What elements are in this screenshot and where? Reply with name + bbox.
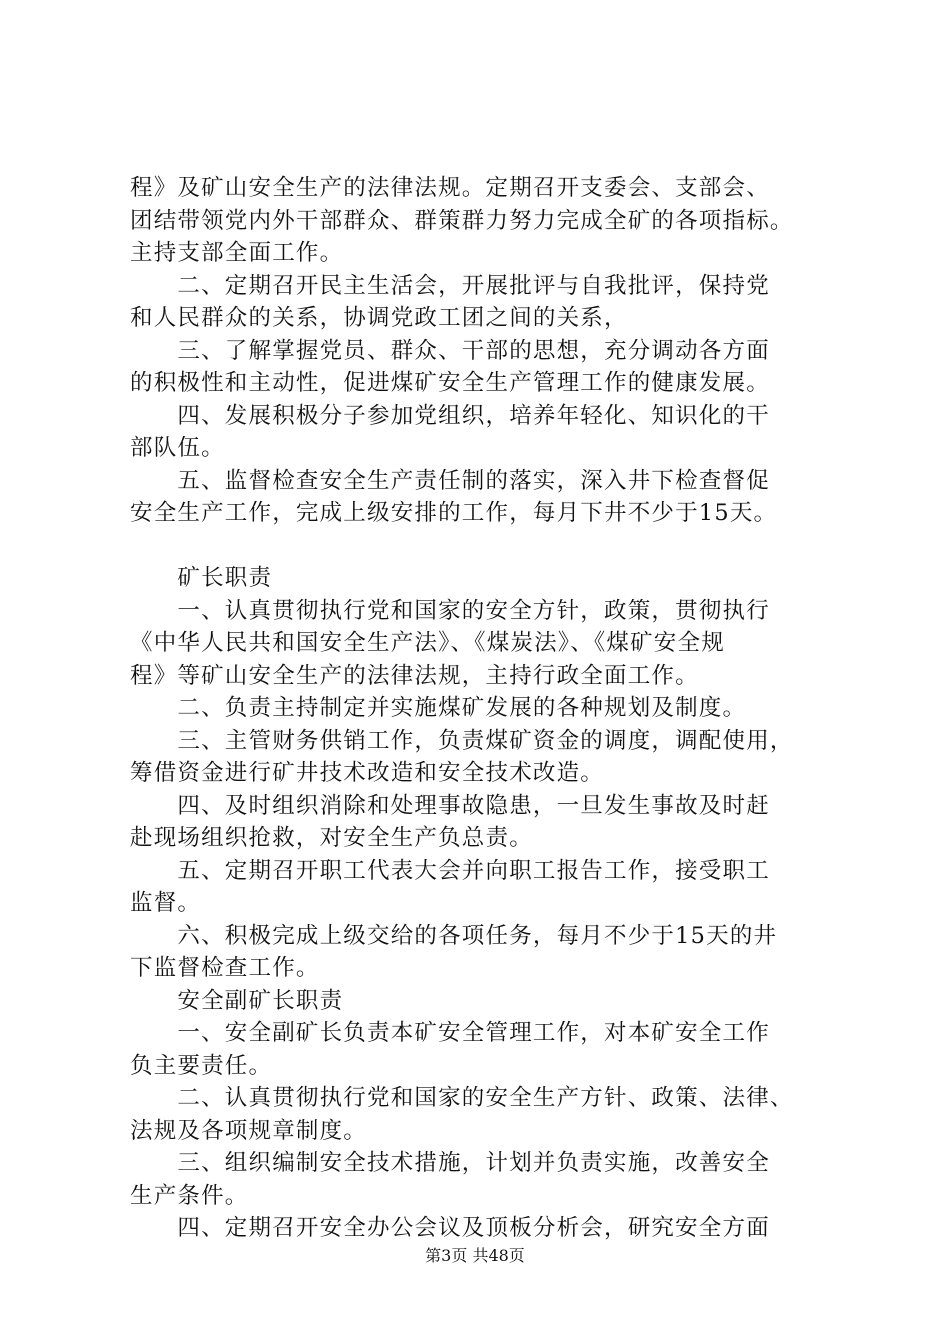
text-line: 和人民群众的关系，协调党政工团之间的关系， bbox=[130, 305, 628, 331]
text-line: 五、监督检查安全生产责任制的落实，深入井下检查督促 bbox=[130, 467, 770, 494]
text-line: 程》及矿山安全生产的法律法规。定期召开支委会、支部会、 bbox=[130, 175, 770, 201]
text-line: 法规及各项规章制度。 bbox=[130, 1117, 368, 1144]
page-footer bbox=[0, 1243, 950, 1266]
text-line: 安全生产工作，完成上级安排的工作，每月下井不少于15天。 bbox=[130, 500, 778, 526]
section-heading: 安全副矿长职责 bbox=[130, 987, 344, 1014]
text-line: 生产条件。 bbox=[130, 1182, 249, 1209]
text-line: 一、安全副矿长负责本矿安全管理工作，对本矿安全工作 bbox=[130, 1020, 770, 1046]
blank-line bbox=[130, 530, 850, 563]
section-heading: 矿长职责 bbox=[130, 565, 273, 591]
text-line: 四、及时组织消除和处理事故隐患，一旦发生事故及时赶 bbox=[130, 792, 770, 819]
text-line: 程》等矿山安全生产的法律法规，主持行政全面工作。 bbox=[130, 662, 699, 689]
text-line: 的积极性和主动性，促进煤矿安全生产管理工作的健康发展。 bbox=[130, 370, 770, 396]
text-line: 六、积极完成上级交给的各项任务，每月不少于15天的井 bbox=[130, 922, 778, 949]
text-line: 二、负责主持制定并实施煤矿发展的各种规划及制度。 bbox=[130, 695, 747, 721]
text-line: 三、组织编制安全技术措施，计划并负责实施，改善安全 bbox=[130, 1150, 770, 1176]
text-line: 下监督检查工作。 bbox=[130, 955, 320, 981]
text-line: 二、认真贯彻执行党和国家的安全生产方针、政策、法律、 bbox=[130, 1085, 794, 1111]
text-line: 部队伍。 bbox=[130, 435, 225, 461]
text-line: 一、认真贯彻执行党和国家的安全方针，政策，贯彻执行 bbox=[130, 597, 770, 624]
text-line: 四、发展积极分子参加党组织，培养年轻化、知识化的干 bbox=[130, 402, 770, 429]
text-line: 《中华人民共和国安全生产法》、《煤炭法》、《煤矿安全规 bbox=[130, 630, 725, 656]
text-line: 监督。 bbox=[130, 890, 202, 916]
text-line: 五、定期召开职工代表大会并向职工报告工作，接受职工 bbox=[130, 857, 770, 884]
text-line: 团结带领党内外干部群众、群策群力努力完成全矿的各项指标。 bbox=[130, 207, 794, 234]
text-line: 赴现场组织抢救，对安全生产负总责。 bbox=[130, 825, 533, 851]
text-line: 负主要责任。 bbox=[130, 1052, 273, 1079]
text-line: 三、主管财务供销工作，负责煤矿资金的调度，调配使用， bbox=[130, 727, 794, 754]
text-line: 筹借资金进行矿井技术改造和安全技术改造。 bbox=[130, 760, 605, 786]
document-body bbox=[130, 172, 850, 1245]
text-line: 主持支部全面工作。 bbox=[130, 240, 344, 266]
page-number-label: 第3页 共48页 bbox=[425, 1246, 525, 1265]
text-line: 四、定期召开安全办公会议及顶板分析会，研究安全方面 bbox=[130, 1215, 770, 1241]
text-line: 二、定期召开民主生活会，开展批评与自我批评，保持党 bbox=[130, 272, 770, 299]
text-line: 三、了解掌握党员、群众、干部的思想，充分调动各方面 bbox=[130, 337, 770, 364]
